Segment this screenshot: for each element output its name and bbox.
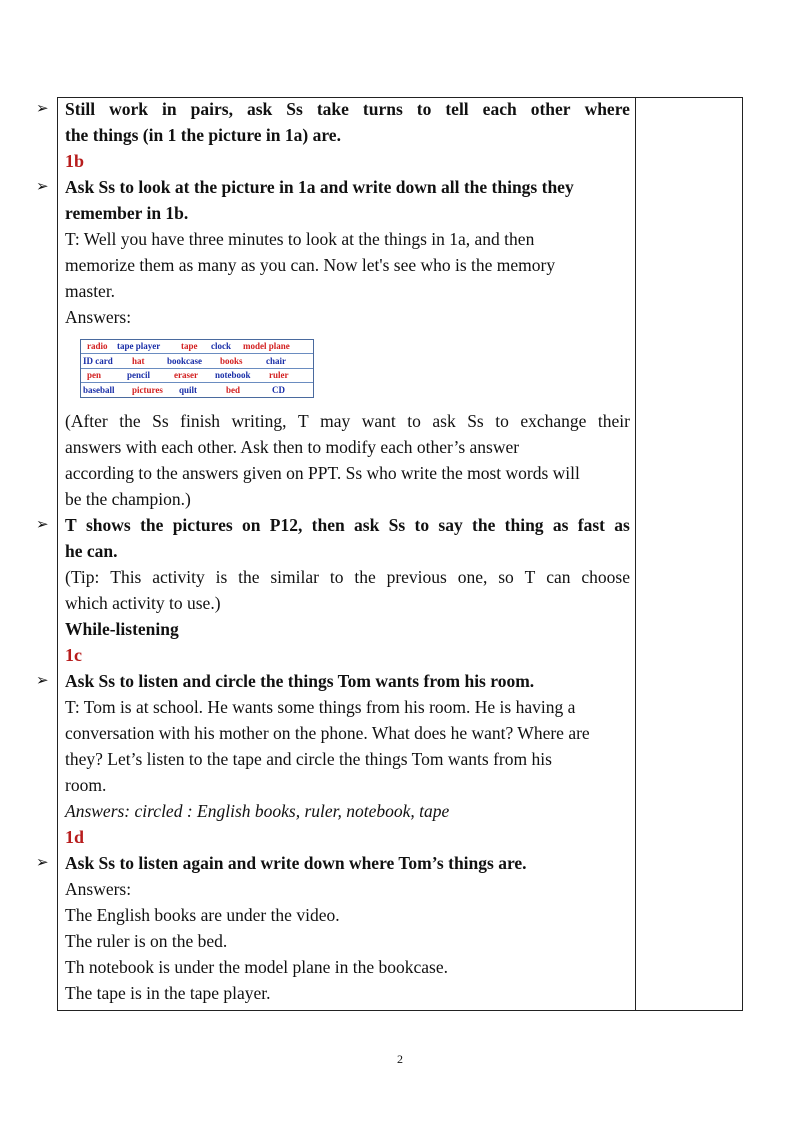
answer-word: pen bbox=[87, 370, 102, 380]
text-line: he can. bbox=[65, 541, 118, 561]
answer-word: ID card bbox=[83, 355, 113, 366]
answer-word: hat bbox=[132, 355, 145, 366]
text-line: Answers: bbox=[65, 879, 132, 899]
text-line: the things (in 1 the picture in 1a) are. bbox=[65, 125, 341, 145]
answer-word: CD bbox=[272, 384, 285, 395]
text-line: T: Tom is at school. He wants some things from his room. He is having a bbox=[65, 697, 576, 717]
text-line: Ask Ss to listen and circle the things Tom wants from his room. bbox=[65, 671, 535, 691]
answer-word: chair bbox=[266, 355, 286, 366]
answer-word: radio bbox=[87, 341, 108, 351]
text-line: T: Well you have three minutes to look at the things in 1a, and then bbox=[65, 229, 535, 249]
section-heading: 1c bbox=[65, 645, 82, 665]
answer-word: ruler bbox=[269, 370, 289, 380]
bullet-arrow-icon: ➢ bbox=[36, 179, 49, 195]
text-line: While-listening bbox=[65, 619, 179, 639]
answer-word: tape bbox=[181, 341, 198, 351]
text-line: Th notebook is under the model plane in the bookcase. bbox=[65, 957, 448, 977]
text-line: The ruler is on the bed. bbox=[65, 931, 228, 951]
answer-word: notebook bbox=[215, 370, 251, 380]
bullet-arrow-icon: ➢ bbox=[36, 673, 49, 689]
text-line: (After the Ss finish writing, T may want to ask Ss to exchange their bbox=[65, 411, 630, 431]
answer-word: bookcase bbox=[167, 355, 203, 366]
text-line: The English books are under the video. bbox=[65, 905, 340, 925]
text-line: they? Let’s listen to the tape and circle the things Tom wants from his bbox=[65, 749, 552, 769]
text-line: Answers: bbox=[65, 307, 132, 327]
text-line: which activity to use.) bbox=[65, 593, 221, 613]
text-line: memorize them as many as you can. Now let's see who is the memory bbox=[65, 255, 556, 275]
text-line: be the champion.) bbox=[65, 489, 191, 509]
table-column-divider bbox=[635, 97, 636, 1011]
answer-word: clock bbox=[211, 341, 231, 351]
answer-word: baseball bbox=[83, 384, 115, 395]
text-line: according to the answers given on PPT. Ss who write the most words will bbox=[65, 463, 580, 483]
answer-word: pencil bbox=[127, 370, 151, 380]
text-line: (Tip: This activity is the similar to the previous one, so T can choose bbox=[65, 567, 630, 587]
answer-word: quilt bbox=[179, 384, 198, 395]
text-line: answers with each other. Ask then to modify each other’s answer bbox=[65, 437, 520, 457]
answers-row bbox=[81, 340, 313, 354]
lesson-content bbox=[65, 96, 630, 1006]
answer-word: pictures bbox=[132, 384, 163, 395]
answers-row bbox=[81, 369, 313, 383]
text-line: room. bbox=[65, 775, 107, 795]
page-number: 2 bbox=[397, 1052, 403, 1066]
answer-word: tape player bbox=[117, 341, 161, 351]
answers-row bbox=[81, 355, 313, 369]
text-line: The tape is in the tape player. bbox=[65, 983, 271, 1003]
text-line: remember in 1b. bbox=[65, 203, 189, 223]
text-line: Still work in pairs, ask Ss take turns to tell each other where bbox=[65, 99, 630, 119]
bullet-arrow-icon: ➢ bbox=[36, 855, 49, 871]
answer-word: eraser bbox=[174, 370, 198, 380]
answer-word: bed bbox=[226, 384, 241, 395]
text-line: T shows the pictures on P12, then ask Ss to say the thing as fast as bbox=[65, 515, 630, 535]
bullet-arrow-icon: ➢ bbox=[36, 517, 49, 533]
answers-row bbox=[81, 384, 313, 397]
answers-word-table bbox=[80, 339, 314, 398]
text-line: Answers: circled : English books, ruler, notebook, tape bbox=[65, 801, 450, 821]
answer-word: books bbox=[220, 355, 243, 366]
section-heading: 1d bbox=[65, 827, 85, 847]
text-line: Ask Ss to look at the picture in 1a and write down all the things they bbox=[65, 177, 574, 197]
text-line: master. bbox=[65, 281, 116, 301]
answer-word: model plane bbox=[243, 341, 290, 351]
text-line: conversation with his mother on the phone. What does he want? Where are bbox=[65, 723, 590, 743]
section-heading: 1b bbox=[65, 151, 85, 171]
bullet-arrow-icon: ➢ bbox=[36, 101, 49, 117]
text-line: Ask Ss to listen again and write down where Tom’s things are. bbox=[65, 853, 527, 873]
